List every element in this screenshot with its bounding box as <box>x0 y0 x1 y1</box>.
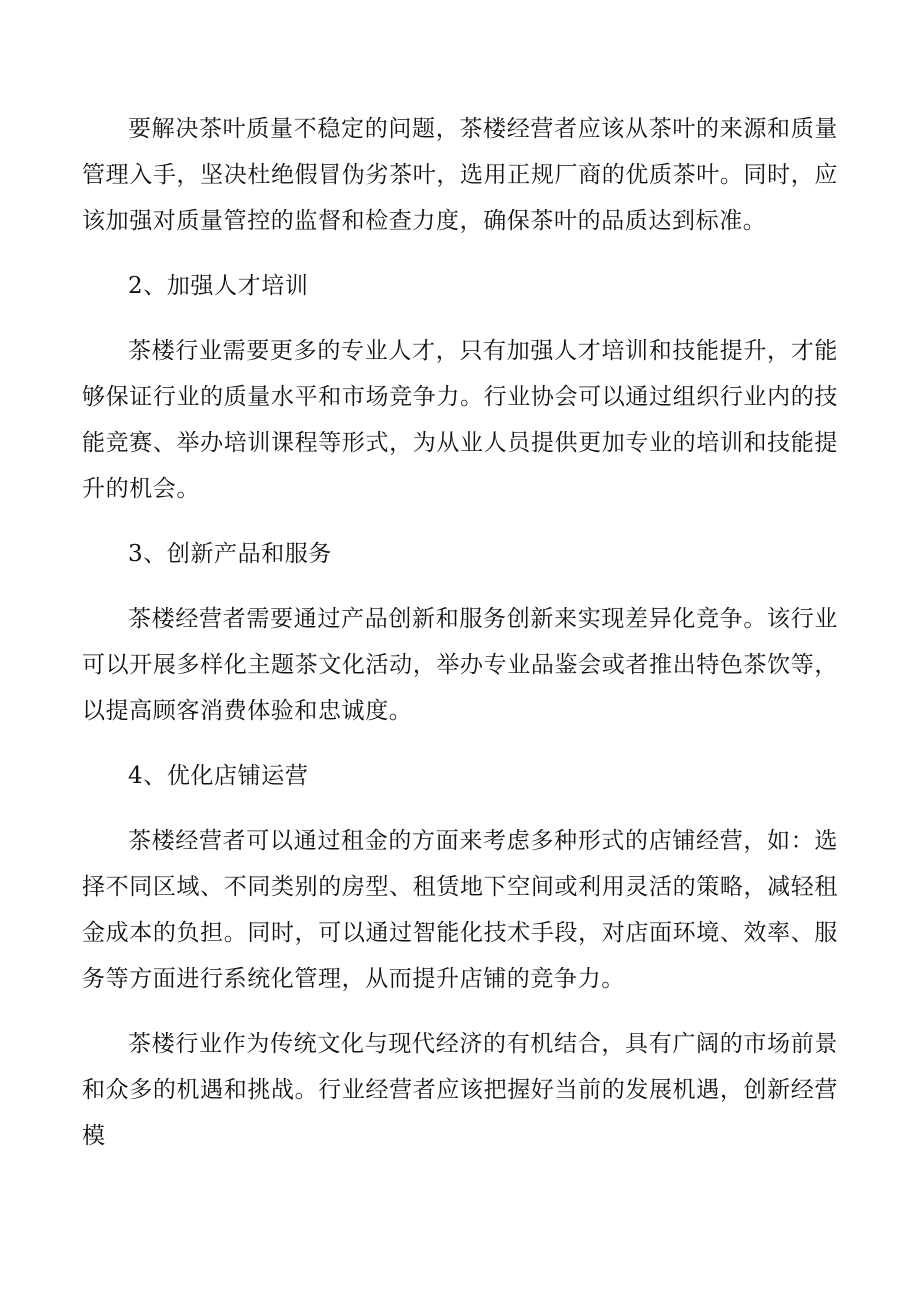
spacer <box>82 512 838 531</box>
section-heading-innovation: 3、创新产品和服务 <box>128 541 333 567</box>
spacer <box>82 577 838 596</box>
paragraph-tea-quality: 要解决茶叶质量不稳定的问题，茶楼经营者应该从茶叶的来源和质量管理入手，坚决杜绝假冒伪劣茶叶，选用正规厂商的优质茶叶。同时，应该加强对质量管控的监督和检查力度，确保茶叶的品质达到标准。 <box>82 116 838 234</box>
spacer <box>82 734 838 753</box>
spacer <box>82 309 838 328</box>
document-body <box>82 106 838 1159</box>
section-heading-store-operations: 4、优化店铺运营 <box>128 763 309 789</box>
paragraph-talent-training: 茶楼行业需要更多的专业人才，只有加强人才培训和技能提升，才能够保证行业的质量水平和市场竞争力。行业协会可以通过组织行业内的技能竞赛、举办培训课程等形式，为从业人员提供更加专业的培训和技能提升的机会。 <box>82 338 838 502</box>
spacer <box>82 799 838 818</box>
paragraph-innovation: 茶楼经营者需要通过产品创新和服务创新来实现差异化竞争。该行业可以开展多样化主题茶文化活动，举办专业品鉴会或者推出特色茶饮等，以提高顾客消费体验和忠诚度。 <box>82 606 838 724</box>
spacer <box>82 244 838 263</box>
paragraph-conclusion: 茶楼行业作为传统文化与现代经济的有机结合，具有广阔的市场前景和众多的机遇和挑战。行业经营者应该把握好当前的发展机遇，创新经营模 <box>82 1031 838 1149</box>
section-heading-talent-training: 2、加强人才培训 <box>128 273 309 299</box>
spacer <box>82 1002 838 1021</box>
paragraph-store-operations: 茶楼经营者可以通过租金的方面来考虑多种形式的店铺经营，如：选择不同区域、不同类别的房型、租赁地下空间或利用灵活的策略，减轻租金成本的负担。同时，可以通过智能化技术手段，对店面环境、效率、服务等方面进行系统化管理，从而提升店铺的竞争力。 <box>82 828 838 992</box>
